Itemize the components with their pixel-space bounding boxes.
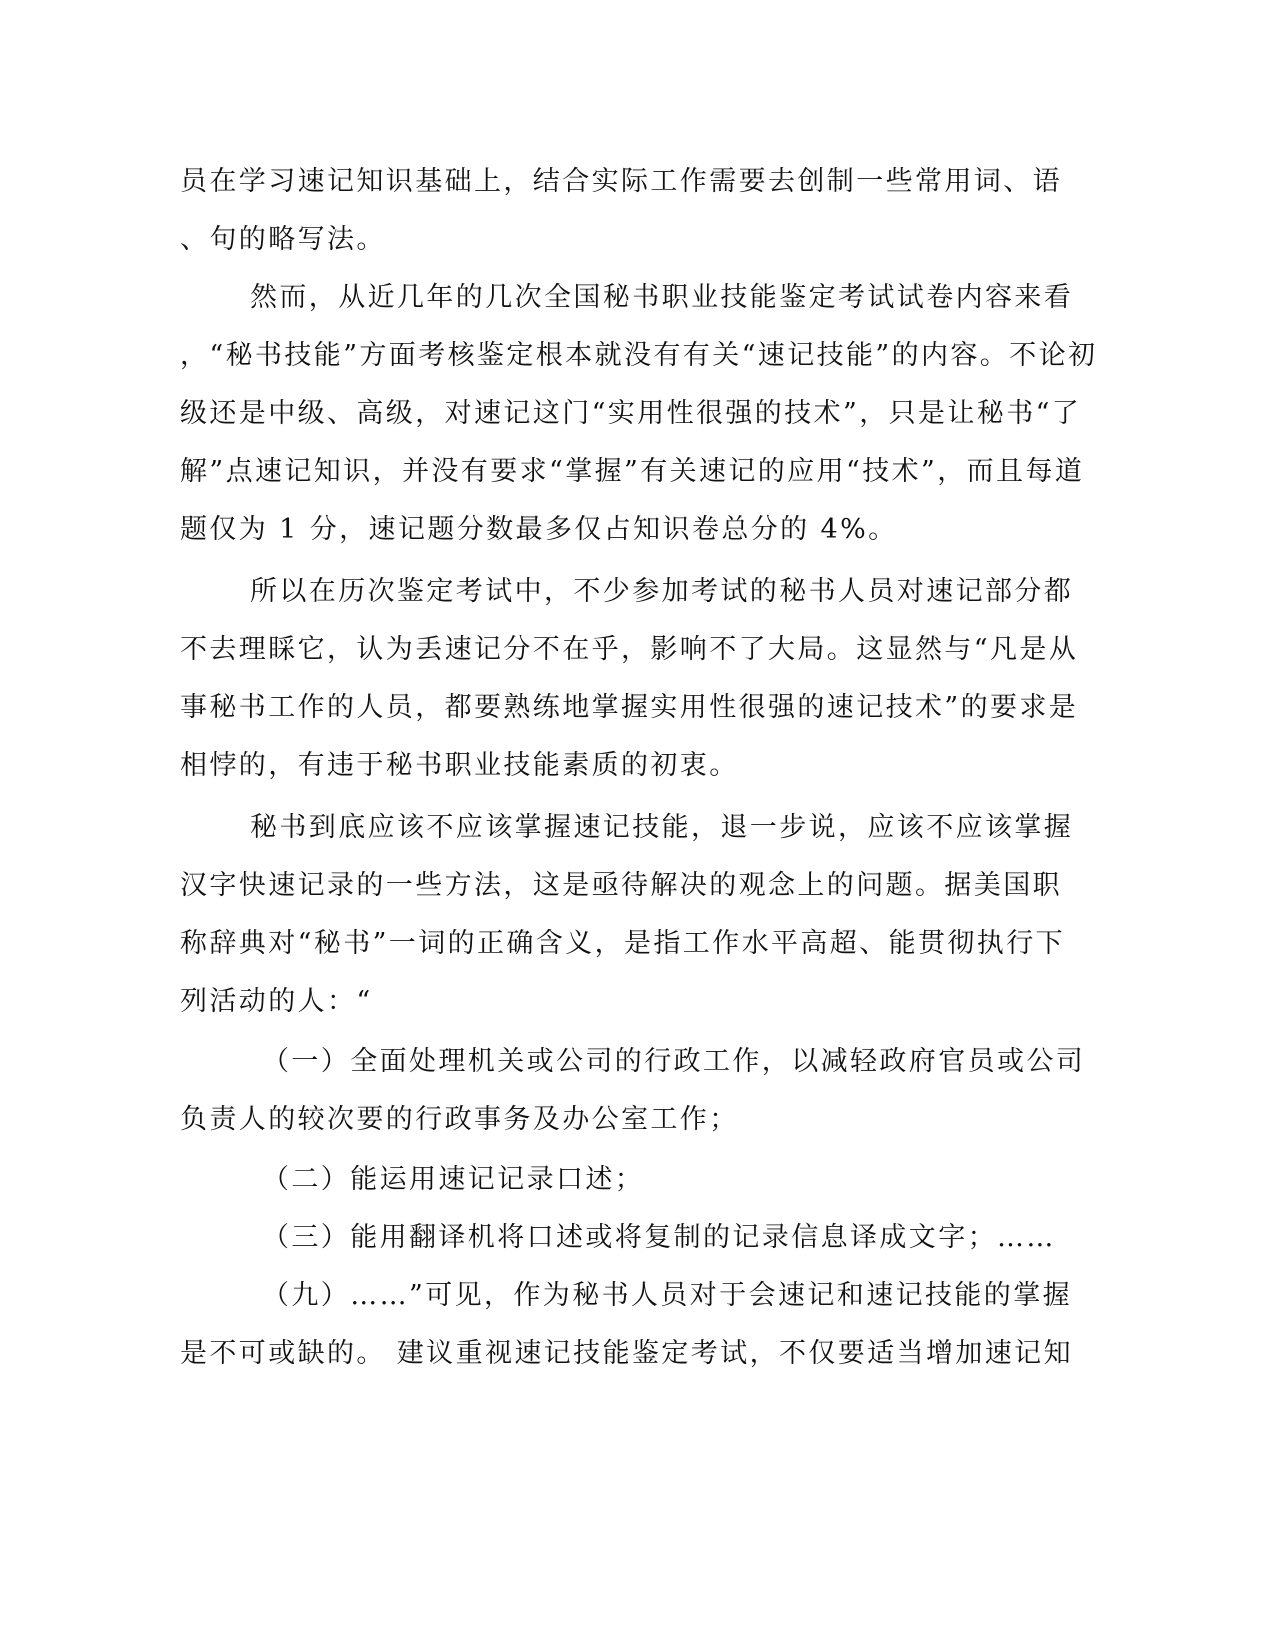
list-item-9: （九）……”可见，作为秘书人员对于会速记和速记技能的掌握 (262, 1280, 1073, 1311)
text-line: 题仅为 1 分，速记题分数最多仅占知识卷总分的 4%。 (180, 514, 898, 545)
paragraph-start: 所以在历次鉴定考试中，不少参加考试的秘书人员对速记部分都 (250, 576, 1074, 607)
paragraph-start: 秘书到底应该不应该掌握速记技能，退一步说，应该不应该掌握 (250, 812, 1074, 843)
text-line: ，“秘书技能”方面考核鉴定根本就没有有关“速记技能”的内容。不论初 (180, 340, 1098, 371)
text-line: 相悖的，有违于秘书职业技能素质的初衷。 (180, 750, 739, 781)
text-line: 负责人的较次要的行政事务及办公室工作； (180, 1104, 739, 1135)
text-line: 是不可或缺的。 建议重视速记技能鉴定考试，不仅要适当增加速记知 (180, 1338, 1073, 1369)
text-line: 不去理睬它，认为丢速记分不在乎，影响不了大局。这显然与“凡是从 (180, 634, 1079, 665)
text-line: 汉字快速记录的一些方法，这是亟待解决的观念上的问题。据美国职 (180, 870, 1062, 901)
text-line: 事秘书工作的人员，都要熟练地掌握实用性很强的速记技术”的要求是 (180, 692, 1079, 723)
text-line: 级还是中级、高级，对速记这门“实用性很强的技术”，只是让秘书“了 (180, 398, 1082, 429)
paragraph-start: 然而，从近几年的几次全国秘书职业技能鉴定考试试卷内容来看 (250, 282, 1074, 313)
text-line: 称辞典对“秘书”一词的正确含义，是指工作水平高超、能贯彻执行下 (180, 928, 1066, 959)
text-line: 、句的略写法。 (180, 224, 386, 255)
list-item-3: （三）能用翻译机将口述或将复制的记录信息译成文字；…… (262, 1222, 1056, 1253)
text-line: 列活动的人：“ (180, 986, 373, 1017)
text-line: 员在学习速记知识基础上，结合实际工作需要去创制一些常用词、语 (180, 166, 1062, 197)
text-line: 解”点速记知识，并没有要求“掌握”有关速记的应用“技术”，而且每道 (180, 456, 1085, 487)
list-item-2: （二）能运用速记记录口述； (262, 1164, 645, 1195)
list-item-1: （一）全面处理机关或公司的行政工作，以减轻政府官员或公司 (262, 1046, 1086, 1077)
